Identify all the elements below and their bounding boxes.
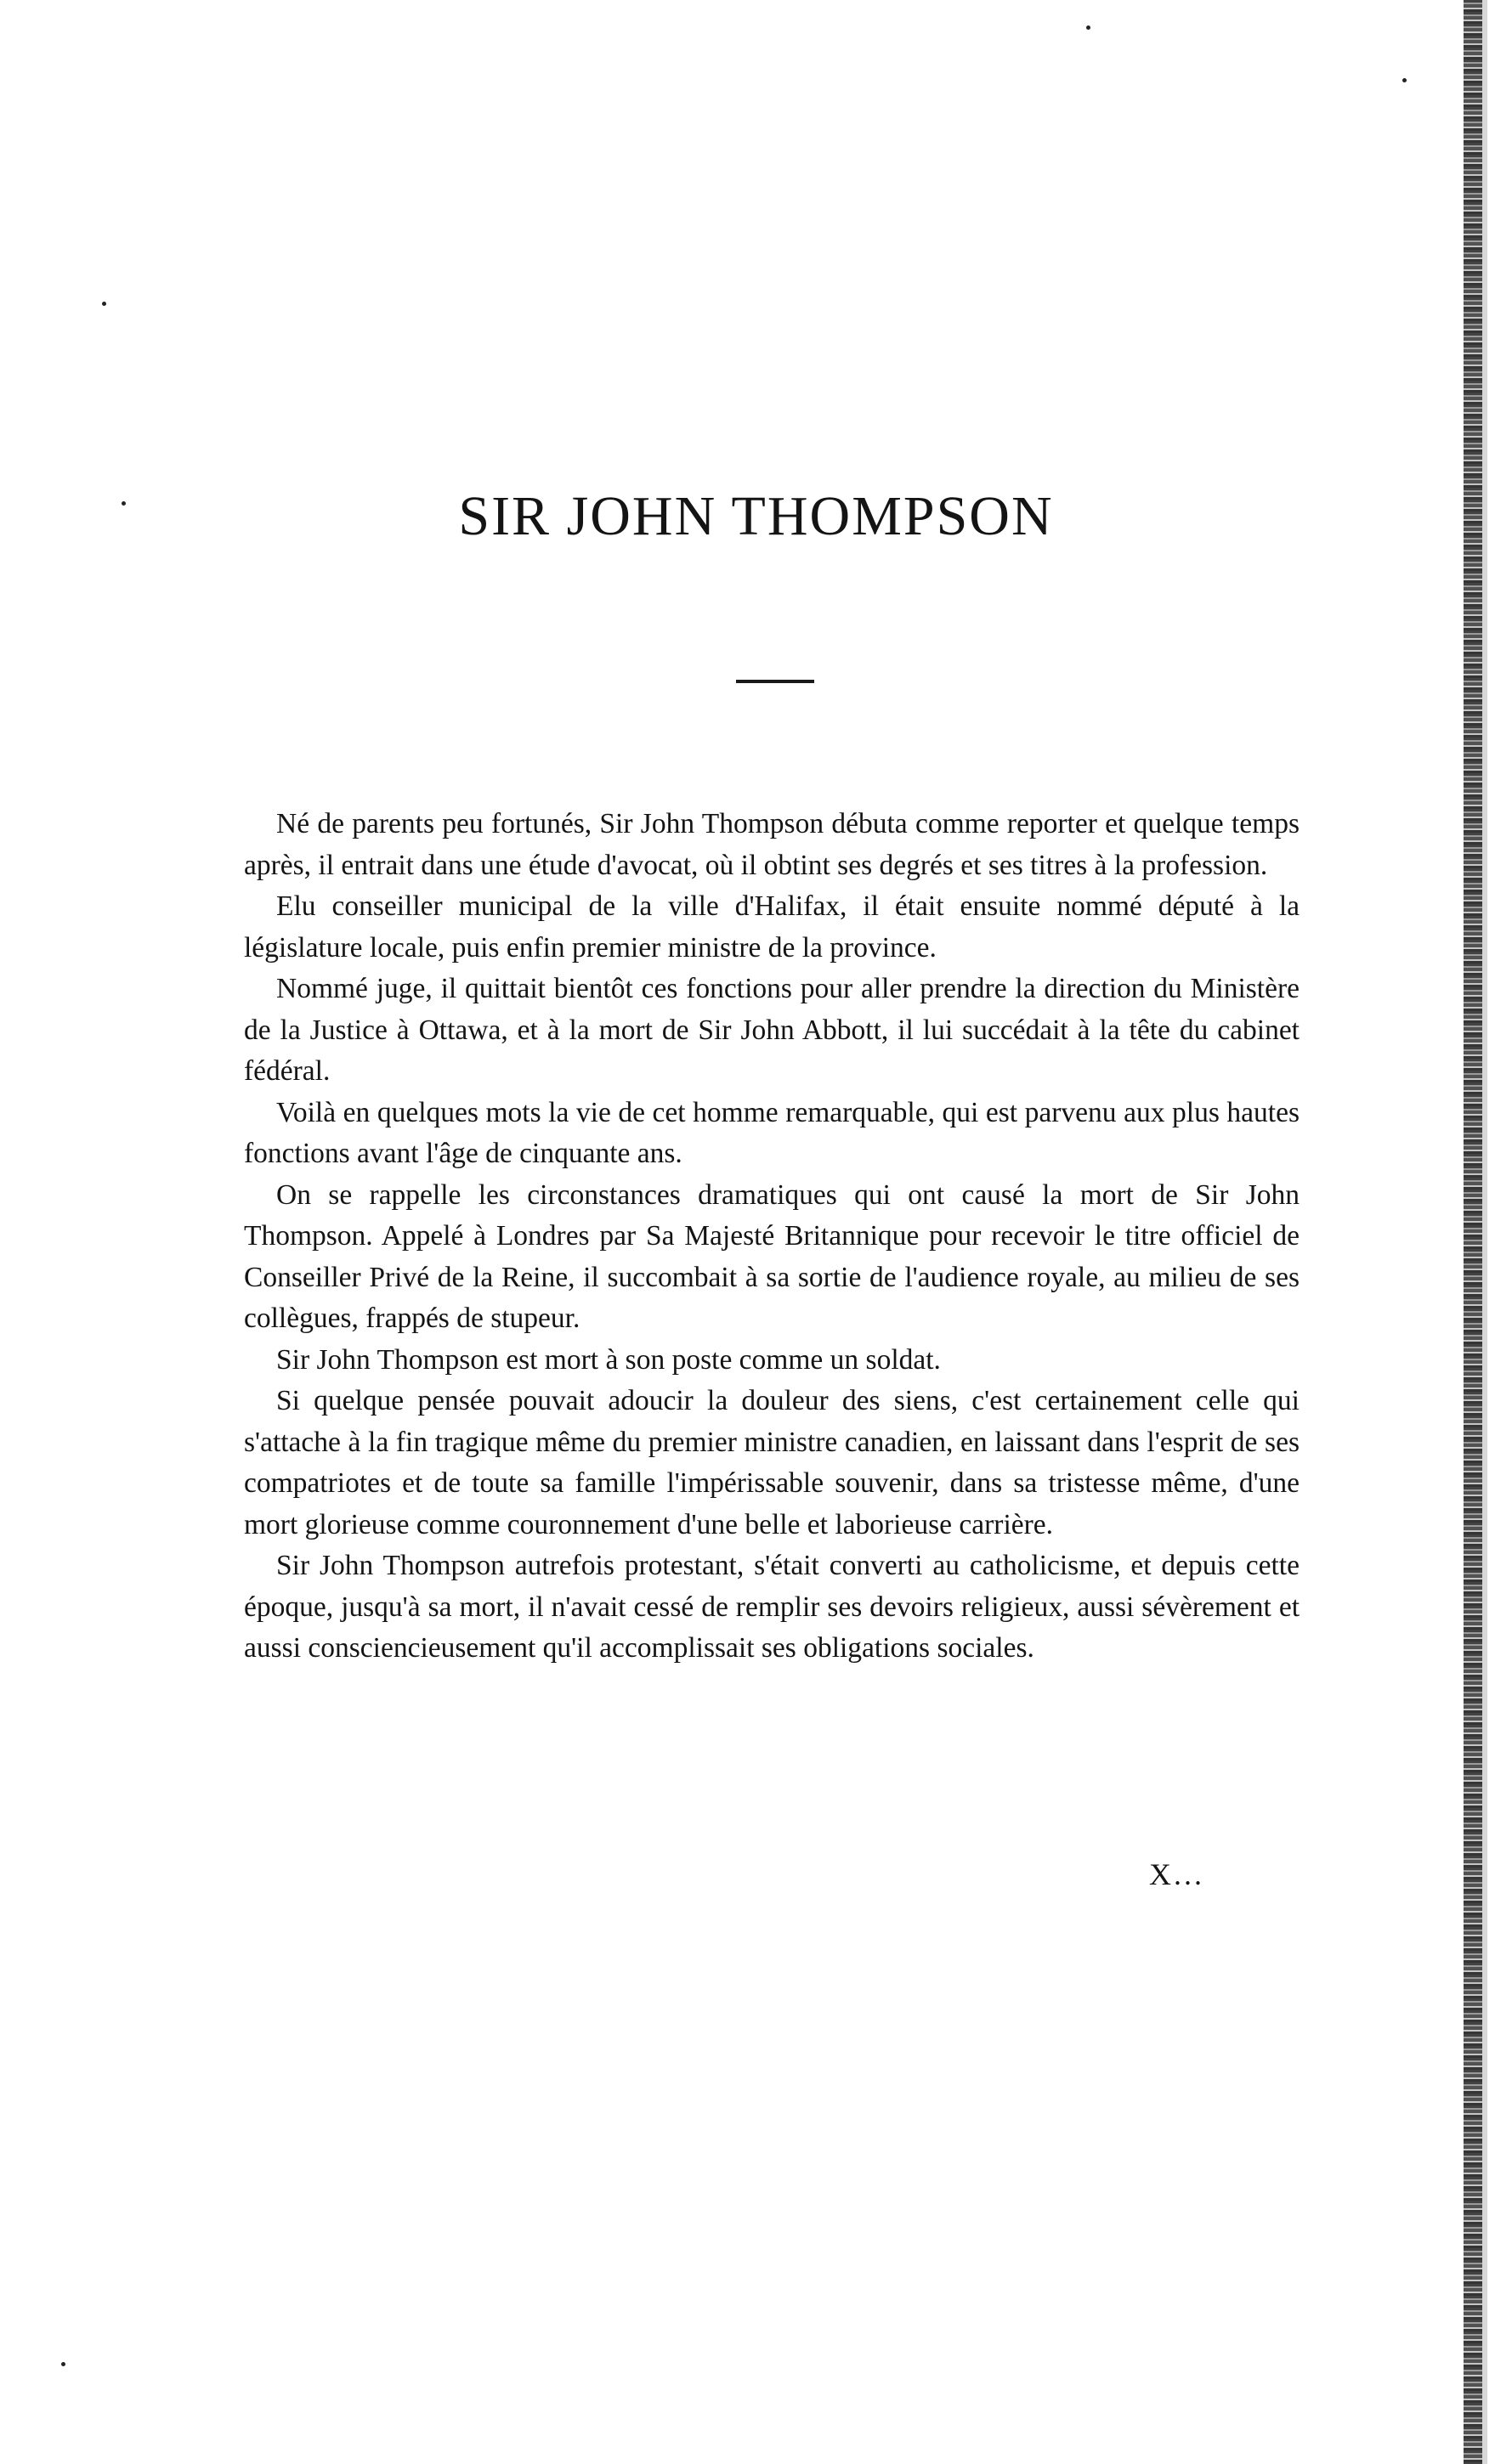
- scan-speck: [61, 2362, 65, 2366]
- title-divider: [736, 680, 814, 683]
- paragraph: Voilà en quelques mots la vie de cet homme remarquable, qui est parvenu aux plus hautes fonctions avant l'âge de cinquante ans.: [244, 1096, 1300, 1169]
- book-edge-strip: [1464, 0, 1482, 2464]
- page-title: SIR JOHN THOMPSON: [458, 485, 1054, 547]
- paragraph: Elu conseiller municipal de la ville d'Halifax, il était ensuite nommé député à la législature locale, puis enfin premier ministre de la province.: [244, 890, 1300, 964]
- paragraph: Sir John Thompson autrefois protestant, s'était converti au catholicisme, et depuis cette époque, jusqu'à sa mort, il n'avait cessé de remplir ses devoirs religieux, aussi sévèrement et aussi consciencieusement qu'il accomplissait ses obligations sociales.: [244, 1550, 1300, 1664]
- paragraph: Si quelque pensée pouvait adoucir la douleur des siens, c'est certainement celle qui s'attache à la fin tragique même du premier ministre canadien, en laissant dans l'esprit de ses compatriotes et de toute sa famille l'impérissable souvenir, dans sa tristesse même, d'une mort glorieuse comme couronnement d'une belle et laborieuse carrière.: [244, 1385, 1300, 1540]
- scan-speck: [1402, 78, 1407, 82]
- scan-speck: [1086, 25, 1090, 30]
- signature: X...: [1149, 1857, 1204, 1891]
- paragraph: Sir John Thompson est mort à son poste comme un soldat.: [276, 1343, 941, 1376]
- paragraph: On se rappelle les circonstances dramatiques qui ont causé la mort de Sir John Thompson. Appelé à Londres par Sa Majesté Britannique pour recevoir le titre officiel de Conseiller Privé de la Reine, il succombait à sa sortie de l'audience royale, au milieu de ses collègues, frappés de stupeur.: [244, 1178, 1300, 1334]
- paragraph: Né de parents peu fortunés, Sir John Thompson débuta comme reporter et quelque temps après, il entrait dans une étude d'avocat, où il obtint ses degrés et ses titres à la profession.: [244, 808, 1300, 881]
- book-edge-margin: [1482, 0, 1487, 2464]
- paragraph: Nommé juge, il quittait bientôt ces fonctions pour aller prendre la direction du Ministère de la Justice à Ottawa, et à la mort de Sir John Abbott, il lui succédait à la tête du cabinet fédéral.: [244, 973, 1300, 1087]
- scan-speck: [102, 302, 106, 306]
- body-text: [244, 804, 1300, 1670]
